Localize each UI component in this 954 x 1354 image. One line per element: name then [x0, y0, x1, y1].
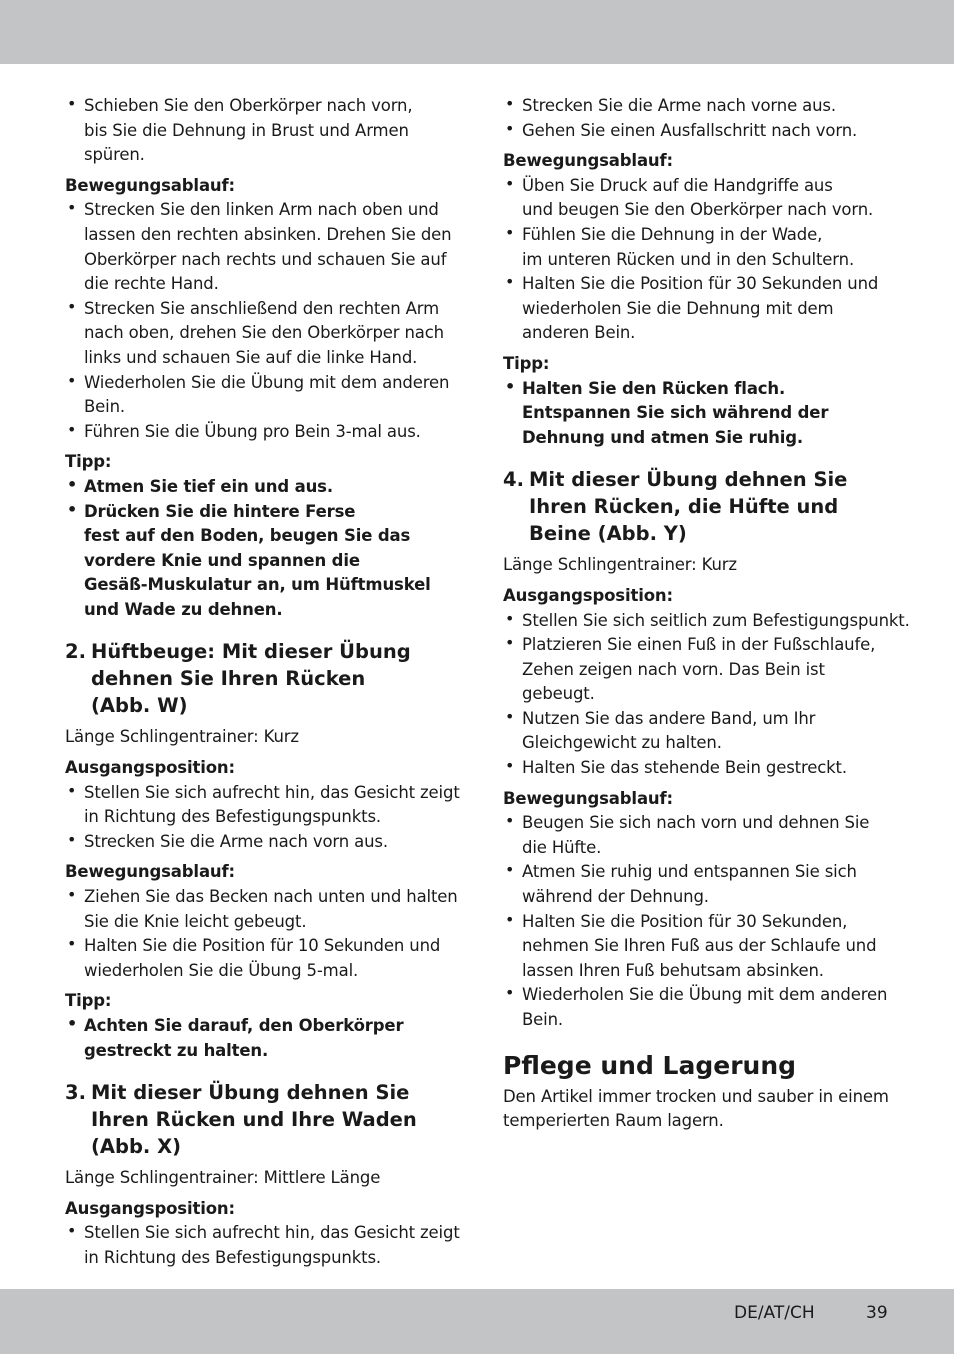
list-item-line: und Wade zu dehnen. — [84, 599, 283, 619]
tip-list — [65, 1014, 455, 1063]
list-item — [65, 475, 455, 500]
list-item-line: • Gehen Sie einen Ausfallschritt nach vorn. — [522, 120, 858, 140]
list-item-line: links und schauen Sie auf die linke Hand. — [84, 347, 418, 367]
list-item-line: vordere Knie und spannen die — [84, 550, 360, 570]
list-item-line: • Halten Sie das stehende Bein gestreckt. — [522, 758, 847, 778]
bullet-list — [503, 174, 895, 346]
section-label: Bewegungsablauf: — [503, 788, 673, 808]
list-item-line: • Drücken Sie die hintere Ferse — [84, 501, 356, 521]
list-item-line: • Stellen Sie sich seitlich zum Befestigungspunkt. — [522, 610, 910, 630]
list-item — [503, 94, 895, 119]
list-item-line: gestreckt zu halten. — [84, 1040, 269, 1060]
bullet-list — [503, 609, 910, 781]
header-bar — [0, 0, 954, 64]
list-item-line: • Strecken Sie anschließend den rechten Arm — [84, 298, 440, 318]
bullet-list — [65, 1221, 460, 1270]
list-item — [65, 297, 455, 371]
section-label: Tipp: — [65, 452, 112, 472]
list-item-line: während der Dehnung. — [522, 887, 709, 907]
list-item-line: bis Sie die Dehnung in Brust und Armen — [84, 120, 409, 140]
list-item-line: die rechte Hand. — [84, 274, 219, 294]
section-label: Ausgangsposition: — [65, 758, 235, 778]
list-item-line: • Wiederholen Sie die Übung mit dem anderen — [84, 372, 450, 392]
section-label: Bewegungsablauf: — [65, 175, 235, 195]
care-paragraph — [503, 1085, 895, 1134]
list-item-line: in Richtung des Befestigungspunkts. — [84, 807, 381, 827]
list-item — [503, 119, 895, 144]
bullet-list — [65, 94, 455, 168]
section-number: 3. — [65, 1081, 86, 1105]
list-item-line: • Fühlen Sie die Dehnung in der Wade, — [522, 224, 823, 244]
list-item-line: • Üben Sie Druck auf die Handgriffe aus — [522, 175, 833, 195]
list-item-line: • Halten Sie die Position für 10 Sekunden und — [84, 936, 441, 956]
list-item-line: • Halten Sie die Position für 30 Sekunden, — [522, 911, 848, 931]
section-label: Ausgangsposition: — [65, 1198, 235, 1218]
list-item — [65, 500, 455, 623]
heading-line: dehnen Sie Ihren Rücken — [91, 667, 366, 691]
list-item-line: • Atmen Sie tief ein und aus. — [84, 476, 333, 496]
list-item-line: Bein. — [84, 397, 126, 417]
list-item-line: • Nutzen Sie das andere Band, um Ihr — [522, 708, 816, 728]
list-item-line: wiederholen Sie die Übung 5-mal. — [84, 960, 359, 980]
list-item-line: die Hüfte. — [522, 837, 602, 857]
list-item-line: • Atmen Sie ruhig und entspannen Sie sich — [522, 862, 857, 882]
heading-line: Ihren Rücken und Ihre Waden — [91, 1108, 417, 1132]
list-item-line: wiederholen Sie die Dehnung mit dem — [522, 298, 834, 318]
left-column — [65, 94, 460, 1271]
list-item-line: spüren. — [84, 145, 145, 165]
list-item-line: • Wiederholen Sie die Übung mit dem anderen — [522, 985, 888, 1005]
bullet-list — [65, 198, 455, 444]
heading-line: (Abb. W) — [91, 694, 188, 718]
list-item-line: fest auf den Boden, beugen Sie das — [84, 526, 411, 546]
section-number: 2. — [65, 640, 86, 664]
tip-list — [503, 377, 895, 451]
heading-line: Beine (Abb. Y) — [529, 522, 687, 546]
right-column — [503, 94, 910, 1134]
trainer-length: Länge Schlingentrainer: Mittlere Länge — [65, 1168, 381, 1188]
section-label: Ausgangsposition: — [503, 585, 673, 605]
list-item-line: • Achten Sie darauf, den Oberkörper — [84, 1016, 404, 1035]
list-item-line: in Richtung des Befestigungspunkts. — [84, 1247, 381, 1267]
list-item — [503, 707, 895, 756]
list-item-line: • Ziehen Sie das Becken nach unten und halten — [84, 887, 458, 907]
bullet-list — [65, 781, 460, 855]
section-label: Tipp: — [503, 353, 550, 373]
list-item — [503, 860, 895, 909]
list-item-line: gebeugt. — [522, 684, 595, 704]
list-item — [65, 781, 460, 830]
section-heading — [503, 466, 895, 547]
list-item — [65, 198, 455, 296]
section-label: Tipp: — [65, 991, 112, 1011]
list-item — [503, 609, 910, 634]
list-item-line: • Stellen Sie sich aufrecht hin, das Gesicht zeigt — [84, 1223, 460, 1243]
heading-line: Mit dieser Übung dehnen Sie — [91, 1081, 410, 1105]
list-item-line: • Strecken Sie die Arme nach vorn aus. — [84, 831, 388, 851]
list-item — [503, 272, 895, 346]
bullet-list — [65, 885, 458, 983]
list-item-line: • Beugen Sie sich nach vorn und dehnen Sie — [522, 813, 870, 833]
list-item — [65, 885, 458, 934]
list-item-line: Oberkörper nach rechts und schauen Sie auf — [84, 249, 447, 269]
list-item — [503, 174, 895, 223]
list-item — [503, 756, 895, 781]
list-item — [503, 223, 895, 272]
list-item — [503, 811, 895, 860]
list-item — [503, 633, 895, 707]
section-label: Bewegungsablauf: — [65, 862, 235, 882]
list-item-line: im unteren Rücken und in den Schultern. — [522, 249, 855, 269]
list-item — [65, 1221, 460, 1270]
paragraph-line: temperierten Raum lagern. — [503, 1111, 724, 1131]
list-item-line: Bein. — [522, 1010, 564, 1029]
list-item-line: anderen Bein. — [522, 323, 636, 343]
list-item-line: • Halten Sie die Position für 30 Sekunden und — [522, 274, 879, 294]
list-item — [65, 934, 455, 983]
list-item-line: Dehnung und atmen Sie ruhig. — [522, 427, 804, 447]
list-item-line: lassen den rechten absinken. Drehen Sie den — [84, 224, 452, 244]
list-item — [65, 830, 455, 855]
list-item-line: • Stellen Sie sich aufrecht hin, das Gesicht zeigt — [84, 782, 460, 802]
section-label: Bewegungsablauf: — [503, 151, 673, 171]
care-heading: Pflege und Lagerung — [503, 1050, 797, 1080]
page-number: 39 — [866, 1303, 888, 1323]
tip-list — [65, 475, 455, 623]
heading-line: Mit dieser Übung dehnen Sie — [529, 468, 848, 492]
footer-region-label: DE/AT/CH — [734, 1303, 815, 1323]
list-item — [65, 1014, 455, 1063]
list-item — [65, 94, 455, 168]
list-item — [503, 910, 895, 984]
section-heading — [65, 1079, 455, 1160]
list-item — [503, 983, 895, 1032]
list-item-line: • Strecken Sie den linken Arm nach oben und — [84, 200, 439, 220]
list-item-line: nehmen Sie Ihren Fuß aus der Schlaufe und — [522, 936, 877, 956]
list-item-line: Gleichgewicht zu halten. — [522, 733, 722, 753]
list-item — [503, 377, 895, 451]
heading-line: Ihren Rücken, die Hüfte und — [529, 495, 839, 519]
list-item-line: Sie die Knie leicht gebeugt. — [84, 911, 307, 931]
list-item-line: Zehen zeigen nach vorn. Das Bein ist — [522, 659, 825, 679]
section-heading — [65, 638, 455, 719]
trainer-length: Länge Schlingentrainer: Kurz — [503, 555, 737, 575]
section-number: 4. — [503, 468, 524, 492]
list-item-line: • Führen Sie die Übung pro Bein 3-mal aus. — [84, 421, 421, 441]
list-item-line: • Strecken Sie die Arme nach vorne aus. — [522, 96, 836, 115]
list-item-line: und beugen Sie den Oberkörper nach vorn. — [522, 200, 874, 220]
list-item-line: • Halten Sie den Rücken flach. — [522, 378, 786, 398]
paragraph-line: Den Artikel immer trocken und sauber in einem — [503, 1086, 889, 1106]
list-item-line: Entspannen Sie sich während der — [522, 403, 829, 423]
list-item-line: Gesäß-Muskulatur an, um Hüftmuskel — [84, 575, 431, 595]
heading-line: (Abb. X) — [91, 1135, 182, 1159]
heading-line: Hüftbeuge: Mit dieser Übung — [91, 640, 411, 664]
list-item-line: • Platzieren Sie einen Fuß in der Fußschlaufe, — [522, 635, 876, 655]
bullet-list — [503, 94, 895, 143]
list-item — [65, 420, 455, 445]
list-item-line: lassen Ihren Fuß behutsam absinken. — [522, 960, 824, 980]
list-item-line: • Schieben Sie den Oberkörper nach vorn, — [84, 96, 413, 115]
list-item-line: nach oben, drehen Sie den Oberkörper nach — [84, 323, 444, 343]
list-item — [65, 371, 455, 420]
bullet-list — [503, 811, 895, 1032]
trainer-length: Länge Schlingentrainer: Kurz — [65, 727, 299, 747]
